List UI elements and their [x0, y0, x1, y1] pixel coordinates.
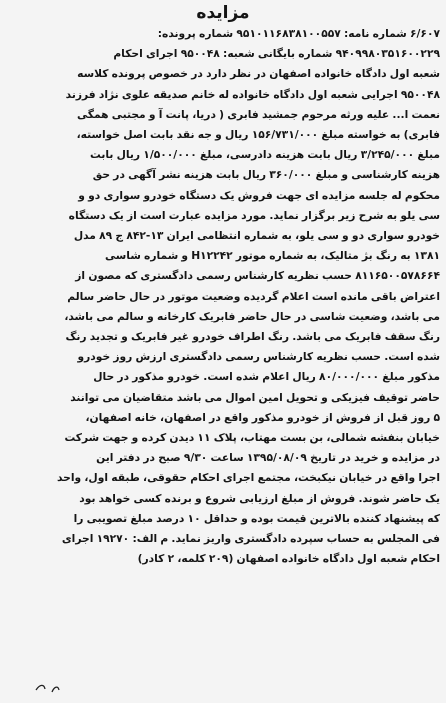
- body-line: محکوم له جلسه مزایده ای جهت فروش یک دستگاه خودرو سواری دو و: [78, 188, 440, 202]
- body-line: اعتراض باقی مانده است اعلام گردیده وضعیت موتور در حال حاضر سالم: [67, 289, 440, 303]
- body-line: ۹۴۰۹۹۸۰۳۵۱۶۰۰۲۲۹ شماره بایگانی شعبه: ۹۵۰۰۴۸ اجرای احکام: [113, 47, 440, 61]
- body-line: که پیشنهاد کننده بالاترین قیمت بوده و حداقل ۱۰ درصد مبلغ تصویبی را: [73, 511, 440, 525]
- body-line: رنگ سقف فابریک می باشد. رنگ اطراف خودرو غیر فابریک و تجدید رنگ: [65, 330, 440, 344]
- body-line: ۱۳۸۱ به رنگ بژ متالیک، به شماره موتور H۱۲۲۴۲ و شماره شاسی: [104, 249, 440, 263]
- notice-title: مزایده: [196, 3, 250, 23]
- body-line: سی یلو به شرح زیر برگزار نماید. مورد مزایده عبارت است از یک دستگاه: [68, 208, 440, 222]
- body-line: شده است. حسب نظریه کارشناس رسمی دادگستری ارزش روز خودرو: [77, 350, 440, 364]
- body-line: احکام شعبه اول دادگاه خانواده اصفهان (۲۰۹ کلمه، ۲ کادر): [137, 552, 440, 566]
- body-line: ۵ روز قبل از فروش از خودرو مذکور واقع در اصفهان، خانه اصفهان،: [85, 410, 440, 424]
- handwritten-mark: [34, 681, 68, 695]
- body-line: حاضر توقیف فیزیکی و تحویل امین اموال می باشد متقاضیان می توانند: [70, 390, 440, 404]
- body-line: ۹۵۰۰۴۸ اجرایی شعبه اول دادگاه خانواده له خانم صدیقه علوی نژاد فرزند: [65, 87, 440, 101]
- body-line: ۸۱۱۶۵۰۰۵۷۸۶۶۴ حسب نظریه کارشناس رسمی دادگستری که مصون از: [75, 269, 440, 283]
- body-line: خیابان بنفشه شمالی، بن بست مهتاب، پلاک ۱۱ دیدن کرده و جهت شرکت: [64, 431, 440, 445]
- body-line: مذکور مبلغ ۸۰/۰۰۰/۰۰۰ ریال اعلام شده است. خودرو مذکور در حال: [93, 370, 440, 384]
- notice-body: [6, 24, 440, 569]
- body-line: شعبه اول دادگاه خانواده اصفهان در نظر دارد در خصوص پرونده کلاسه: [77, 67, 440, 81]
- body-line: مبلغ ۳/۲۴۵/۰۰۰ ریال بابت هزینه دادرسی، مبلغ ۱/۵۰۰/۰۰۰ ریال بابت: [90, 148, 440, 162]
- body-line: خودرو سواری دو و سی یلو، به شماره انتظامی ایران ۱۳-۸۴۲ ج ۸۹ مدل: [73, 229, 440, 243]
- body-line: یک حاضر شوند. فروش از مبلغ ارزیابی شروع و برنده کسی خواهد بود: [79, 491, 440, 505]
- body-line: در مزایده و خرید در تاریخ ۱۳۹۵/۰۸/۰۹ ساعت ۹/۳۰ صبح در دفتر این: [96, 451, 440, 465]
- body-line: نعمت ا... علیه ورثه مرحوم جمشید فابری ( دریا، پانت آ و مجتبی همگی: [76, 107, 440, 121]
- body-line: اجرا واقع در خیابان نیکبخت، مجتمع اجرای احکام حقوقی، طبقه اول، واحد: [56, 471, 440, 485]
- body-line: ۶/۶۰۷ شماره نامه: ۹۵۱۰۱۱۶۸۳۸۱۰۰۵۵۷ شماره پرونده:: [157, 27, 440, 40]
- body-line: می باشد، وضعیت شاسی در حال حاضر فابریک کارخانه و سالم می باشد،: [64, 309, 440, 323]
- body-line: فابری) به خواسته مبلغ ۱۵۶/۷۳۱/۰۰۰ ریال و جه نقد بابت اصل خواسته،: [76, 128, 440, 142]
- body-line: فی المجلس به حساب سپرده دادگستری واریز نماید. م الف: ۱۹۲۷۰ اجرای: [61, 532, 440, 546]
- body-line: هزینه کارشناسی و مبلغ ۳۶۰/۰۰۰ ریال بابت هزینه نشر آگهی در حق: [92, 168, 440, 182]
